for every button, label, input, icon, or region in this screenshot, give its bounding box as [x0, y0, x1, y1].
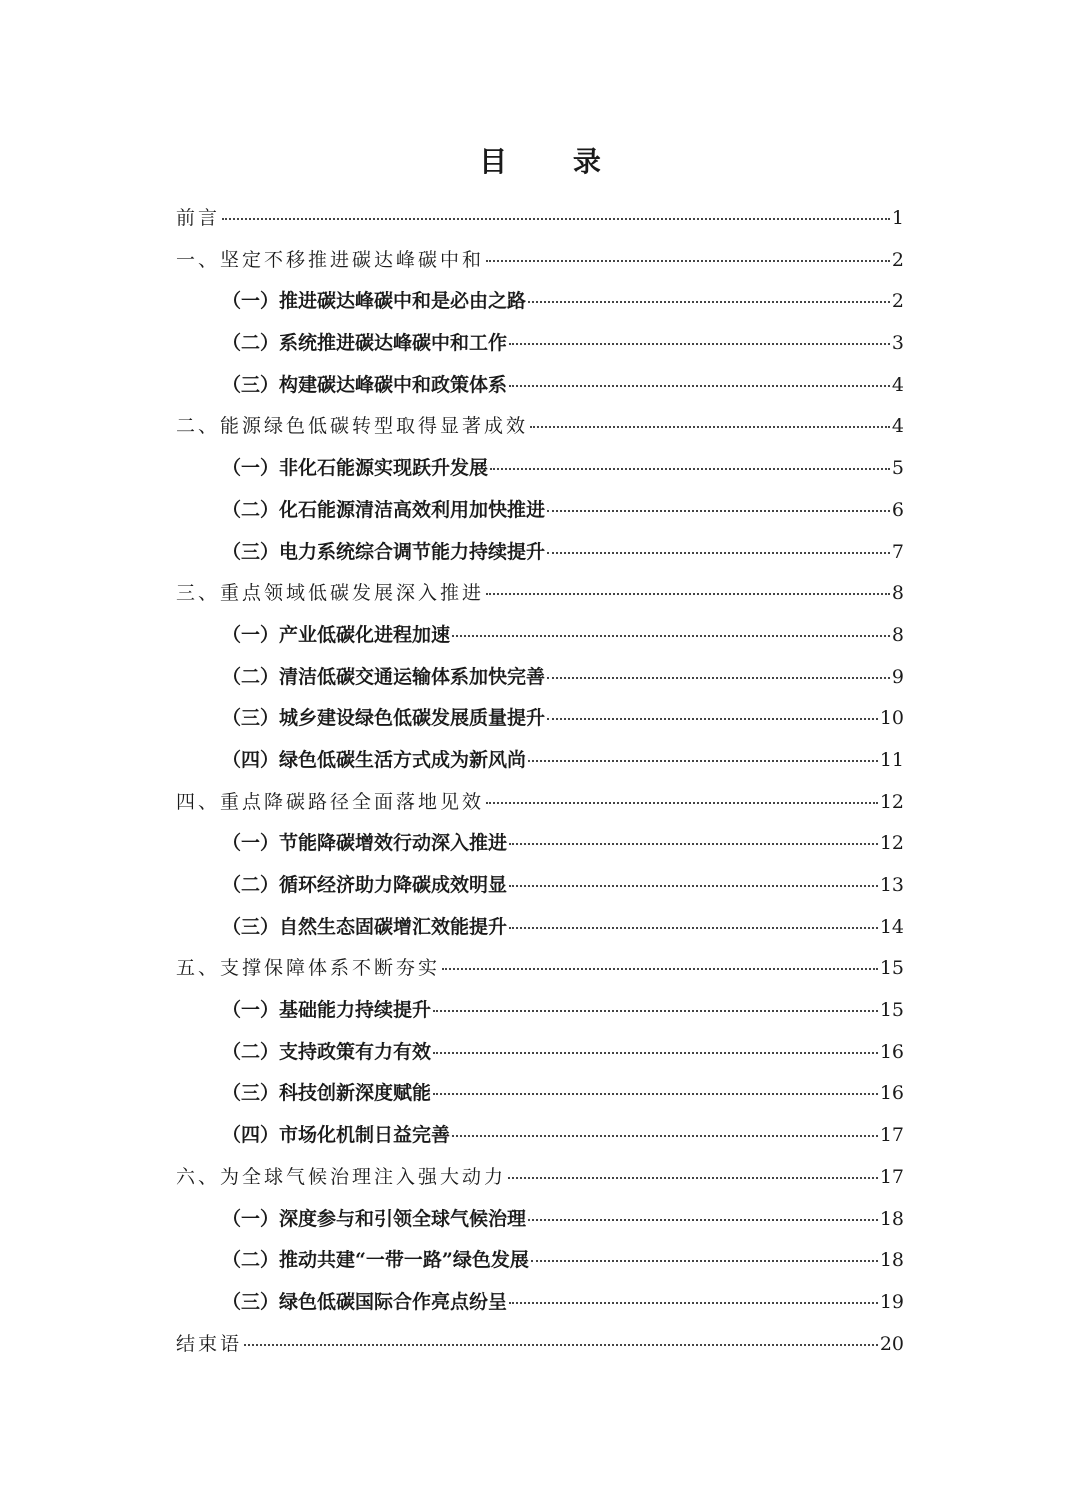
toc-leader-dots — [452, 1134, 878, 1137]
toc-leader-dots — [433, 1009, 878, 1012]
toc-entry-label: 一、坚定不移推进碳达峰碳中和 — [176, 248, 485, 271]
toc-entry[interactable] — [176, 411, 904, 453]
toc-entry-page-number: 5 — [891, 457, 904, 480]
toc-entry-page-number: 20 — [879, 1332, 904, 1355]
toc-entry[interactable] — [176, 870, 904, 912]
toc-entry[interactable] — [176, 1287, 904, 1329]
toc-entry-label: 三、重点领域低碳发展深入推进 — [176, 582, 485, 605]
toc-entry-label: 四、重点降碳路径全面落地见效 — [176, 790, 485, 813]
toc-entry[interactable] — [176, 912, 904, 954]
toc-entry-page-number: 16 — [879, 1040, 904, 1063]
toc-entry[interactable] — [176, 370, 904, 412]
toc-entry-page-number: 10 — [879, 707, 904, 730]
toc-entry-label: （四）绿色低碳生活方式成为新风尚 — [222, 748, 527, 771]
toc-entry[interactable] — [176, 203, 904, 245]
toc-entry-page-number: 1 — [891, 207, 904, 229]
toc-leader-dots — [547, 509, 890, 512]
toc-entry[interactable] — [176, 1204, 904, 1246]
toc-leader-dots — [222, 217, 890, 220]
toc-entry-label: （三）构建碳达峰碳中和政策体系 — [222, 373, 508, 396]
toc-entry-label: （二）支持政策有力有效 — [222, 1040, 432, 1063]
toc-entry-label: （四）市场化机制日益完善 — [222, 1124, 451, 1147]
toc-leader-dots — [244, 1343, 878, 1346]
toc-leader-dots — [547, 676, 890, 679]
page-title: 目 录 — [479, 145, 629, 178]
toc-entry-label: 二、能源绿色低碳转型取得显著成效 — [176, 415, 529, 438]
toc-leader-dots — [528, 759, 878, 762]
toc-entry[interactable] — [176, 537, 904, 579]
toc-leader-dots — [528, 300, 890, 303]
toc-leader-dots — [508, 1176, 878, 1179]
toc-entry-page-number: 6 — [891, 498, 904, 521]
toc-entry-label: （二）系统推进碳达峰碳中和工作 — [222, 332, 508, 355]
toc-entry[interactable] — [176, 703, 904, 745]
toc-entry-label: 前言 — [176, 207, 221, 229]
toc-entry-page-number: 11 — [879, 748, 904, 771]
toc-entry-page-number: 14 — [879, 915, 904, 938]
toc-entry[interactable] — [176, 328, 904, 370]
toc-entry[interactable] — [176, 1245, 904, 1287]
toc-entry-page-number: 3 — [891, 332, 904, 355]
toc-entry-label: （二）清洁低碳交通运输体系加快完善 — [222, 665, 546, 688]
toc-leader-dots — [547, 717, 878, 720]
toc-leader-dots — [433, 1051, 878, 1054]
toc-entry[interactable] — [176, 245, 904, 287]
toc-entry-page-number: 7 — [891, 540, 904, 563]
toc-entry[interactable] — [176, 620, 904, 662]
toc-leader-dots — [442, 967, 878, 970]
toc-leader-dots — [531, 1259, 878, 1262]
toc-leader-dots — [486, 259, 890, 262]
toc-entry-label: （一）基础能力持续提升 — [222, 999, 432, 1022]
toc-entry-label: （三）电力系统综合调节能力持续提升 — [222, 540, 546, 563]
toc-entry-label: （一）深度参与和引领全球气候治理 — [222, 1207, 527, 1230]
toc-leader-dots — [509, 926, 878, 929]
toc-entry[interactable] — [176, 453, 904, 495]
toc-entry[interactable] — [176, 828, 904, 870]
toc-entry[interactable] — [176, 662, 904, 704]
toc-entry-page-number: 12 — [879, 832, 904, 855]
toc-entry-label: （一）节能降碳增效行动深入推进 — [222, 832, 508, 855]
toc-entry-label: 结束语 — [176, 1332, 243, 1355]
toc-entry-page-number: 18 — [879, 1207, 904, 1230]
toc-entry[interactable] — [176, 1162, 904, 1204]
table-of-contents — [176, 203, 904, 1370]
toc-entry-label: （二）循环经济助力降碳成效明显 — [222, 874, 508, 896]
toc-leader-dots — [547, 551, 890, 554]
toc-entry-page-number: 8 — [891, 582, 904, 605]
toc-entry-page-number: 12 — [879, 790, 904, 813]
toc-leader-dots — [509, 1301, 878, 1304]
toc-entry-page-number: 15 — [879, 957, 904, 980]
toc-entry-page-number: 2 — [891, 248, 904, 271]
toc-entry[interactable] — [176, 1078, 904, 1120]
toc-leader-dots — [509, 342, 890, 345]
toc-leader-dots — [530, 425, 890, 428]
toc-entry[interactable] — [176, 1037, 904, 1079]
toc-entry-page-number: 16 — [879, 1082, 904, 1105]
toc-entry[interactable] — [176, 1329, 904, 1371]
toc-entry-page-number: 8 — [891, 623, 904, 646]
toc-leader-dots — [509, 842, 878, 845]
toc-leader-dots — [452, 634, 890, 637]
toc-entry-label: （三）科技创新深度赋能 — [222, 1082, 432, 1105]
toc-entry[interactable] — [176, 1120, 904, 1162]
toc-leader-dots — [486, 592, 890, 595]
toc-entry-page-number: 18 — [879, 1249, 904, 1272]
toc-entry-label: （三）绿色低碳国际合作亮点纷呈 — [222, 1290, 508, 1313]
toc-entry[interactable] — [176, 495, 904, 537]
toc-entry-page-number: 4 — [891, 415, 904, 438]
toc-entry-page-number: 4 — [891, 373, 904, 396]
toc-entry-page-number: 19 — [879, 1290, 904, 1313]
toc-leader-dots — [509, 884, 878, 887]
toc-entry-page-number: 9 — [891, 665, 904, 688]
toc-entry-label: （一）推进碳达峰碳中和是必由之路 — [222, 290, 527, 313]
toc-entry[interactable] — [176, 995, 904, 1037]
toc-entry-label: （一）产业低碳化进程加速 — [222, 623, 451, 646]
toc-entry[interactable] — [176, 578, 904, 620]
toc-entry[interactable] — [176, 953, 904, 995]
toc-entry-label: （三）自然生态固碳增汇效能提升 — [222, 915, 508, 938]
toc-entry[interactable] — [176, 787, 904, 829]
toc-entry-page-number: 2 — [891, 290, 904, 313]
toc-entry-label: 六、为全球气候治理注入强大动力 — [176, 1165, 507, 1188]
toc-entry[interactable] — [176, 286, 904, 328]
toc-leader-dots — [509, 384, 890, 387]
toc-entry[interactable] — [176, 745, 904, 787]
toc-entry-page-number: 17 — [879, 1165, 904, 1188]
toc-leader-dots — [433, 1092, 878, 1095]
toc-entry-page-number: 17 — [879, 1124, 904, 1147]
toc-entry-page-number: 15 — [879, 999, 904, 1022]
toc-leader-dots — [490, 467, 890, 470]
toc-leader-dots — [486, 801, 878, 804]
toc-entry-label: （二）化石能源清洁高效利用加快推进 — [222, 498, 546, 521]
toc-leader-dots — [528, 1218, 878, 1221]
toc-entry-label: （二）推动共建“一带一路”绿色发展 — [222, 1249, 529, 1272]
toc-entry-page-number: 13 — [879, 874, 904, 896]
toc-entry-label: 五、支撑保障体系不断夯实 — [176, 957, 441, 980]
toc-entry-label: （一）非化石能源实现跃升发展 — [222, 457, 489, 480]
toc-entry-label: （三）城乡建设绿色低碳发展质量提升 — [222, 707, 546, 730]
